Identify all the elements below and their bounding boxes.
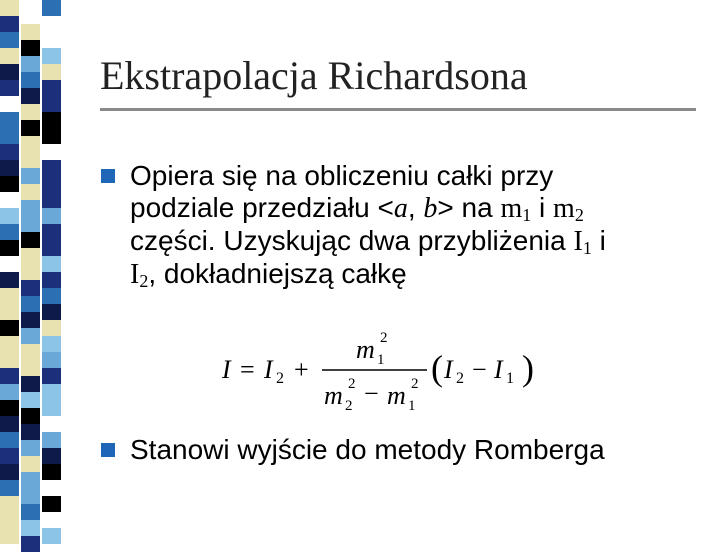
stripe-cell — [42, 144, 61, 160]
formula-den-minus: − — [364, 379, 379, 408]
stripe-cell — [21, 440, 40, 456]
stripe-cell — [42, 416, 61, 432]
stripe-cell — [0, 144, 19, 160]
stripe-cell — [42, 0, 61, 16]
stripe-cell — [21, 72, 40, 88]
stripe-cell — [42, 112, 61, 128]
stripe-cell — [42, 64, 61, 80]
stripe-cell — [42, 464, 61, 480]
stripe-cell — [42, 352, 61, 368]
stripe-cell — [0, 528, 19, 544]
stripe-cell — [42, 320, 61, 336]
formula-paren-I1: I — [494, 355, 503, 384]
stripe-cell — [0, 112, 19, 128]
stripe-cell — [21, 360, 40, 376]
stripe-cell — [0, 128, 19, 144]
formula-paren-I1-sub: 1 — [506, 370, 514, 387]
stripe-cell — [0, 192, 19, 208]
formula-den-m1-sub: 1 — [408, 398, 416, 414]
stripe-cell — [21, 152, 40, 168]
bullet-1-line-1: Opiera się na obliczeniu całki przy — [130, 160, 554, 191]
stripe-cell — [42, 432, 61, 448]
stripe-cell — [42, 240, 61, 256]
stripe-cell — [0, 272, 19, 288]
stripe-cell — [21, 312, 40, 328]
stripe-cell — [21, 88, 40, 104]
stripe-cell — [21, 520, 40, 536]
formula-lparen: ( — [431, 348, 443, 388]
formula-plus: + — [294, 355, 309, 384]
stripe-cell — [0, 16, 19, 32]
stripe-cell — [42, 368, 61, 384]
stripe-cell — [42, 496, 61, 512]
stripe-cell — [0, 512, 19, 528]
stripe-cell — [21, 56, 40, 72]
formula-num-sub: 1 — [377, 352, 385, 368]
formula-paren-I2: I — [444, 355, 453, 384]
stripe-cell — [42, 80, 61, 96]
stripe-cell — [0, 352, 19, 368]
stripe-cell — [21, 344, 40, 360]
formula-I: I — [222, 355, 231, 384]
stripe-cell — [21, 504, 40, 520]
stripe-cell — [21, 104, 40, 120]
stripe-cell — [0, 480, 19, 496]
stripe-cell — [0, 432, 19, 448]
formula-den-m2: m — [324, 381, 343, 410]
stripe-cell — [0, 176, 19, 192]
stripe-cell — [42, 16, 61, 32]
stripe-cell — [0, 368, 19, 384]
stripe-cell — [0, 224, 19, 240]
stripe-cell — [21, 408, 40, 424]
bullet-1-line-3: części. Uzyskując dwa przybliżenia $I_1$ i — [130, 225, 606, 258]
stripe-cell — [0, 32, 19, 48]
stripe-cell — [21, 232, 40, 248]
stripe-cell — [42, 48, 61, 64]
stripe-cell — [42, 128, 61, 144]
stripe-cell — [0, 80, 19, 96]
stripe-cell — [21, 296, 40, 312]
stripe-cell — [42, 480, 61, 496]
stripe-cell — [42, 448, 61, 464]
stripe-cell — [42, 224, 61, 240]
stripe-cell — [21, 280, 40, 296]
stripe-cell — [0, 464, 19, 480]
stripe-cell — [21, 328, 40, 344]
formula-paren-minus: − — [472, 355, 487, 384]
stripe-cell — [21, 120, 40, 136]
stripe-cell — [0, 240, 19, 256]
stripe-cell — [0, 208, 19, 224]
formula-den-m2-sup: 2 — [348, 376, 356, 392]
stripe-cell — [0, 416, 19, 432]
stripe-cell — [42, 304, 61, 320]
stripe-cell — [21, 40, 40, 56]
stripe-cell — [0, 288, 19, 304]
decorative-stripe — [0, 0, 67, 540]
bullet-1-line-4: $I_2$, dokładniejszą całkę — [130, 258, 407, 291]
stripe-cell — [0, 496, 19, 512]
stripe-cell — [21, 472, 40, 488]
stripe-cell — [0, 160, 19, 176]
stripe-cell — [0, 400, 19, 416]
stripe-cell — [42, 160, 61, 176]
stripe-cell — [42, 32, 61, 48]
stripe-cell — [42, 528, 61, 544]
bullet-1-line-2: podziale przedziału <a, b> na $m_1$ i $m_2$ — [130, 192, 584, 225]
stripe-cell — [21, 248, 40, 264]
formula-den-m1-sup: 2 — [411, 376, 419, 392]
stripe-cell — [0, 448, 19, 464]
stripe-cell — [42, 288, 61, 304]
stripe-cell — [42, 336, 61, 352]
stripe-cell — [21, 488, 40, 504]
bullet-1-text — [130, 160, 606, 291]
stripe-cell — [21, 184, 40, 200]
bullet-marker-2 — [101, 443, 115, 457]
stripe-cell — [21, 376, 40, 392]
stripe-cell — [42, 256, 61, 272]
stripe-cell — [21, 200, 40, 216]
stripe-cell — [21, 24, 40, 40]
title-divider — [100, 108, 696, 111]
stripe-cell — [21, 264, 40, 280]
stripe-cell — [0, 304, 19, 320]
formula-I2-letter: I — [264, 355, 273, 384]
stripe-cell — [0, 384, 19, 400]
formula-num-sup: 2 — [380, 330, 388, 346]
stripe-cell — [0, 0, 19, 16]
slide-title: Ekstrapolacja Richardsona — [100, 53, 528, 98]
stripe-cell — [42, 272, 61, 288]
stripe-cell — [42, 400, 61, 416]
formula-equals: = — [240, 355, 255, 384]
formula-num-m: m — [356, 335, 375, 364]
stripe-cell — [21, 216, 40, 232]
stripe-cell — [0, 256, 19, 272]
stripe-cell — [21, 136, 40, 152]
stripe-cell — [21, 8, 40, 24]
bullet-marker-1 — [101, 169, 115, 183]
formula-paren-I2-sub: 2 — [456, 370, 464, 387]
stripe-cell — [21, 536, 40, 552]
stripe-cell — [0, 320, 19, 336]
stripe-cell — [21, 392, 40, 408]
stripe-cell — [0, 64, 19, 80]
stripe-cell — [42, 512, 61, 528]
stripe-cell — [42, 96, 61, 112]
richardson-formula — [222, 328, 542, 414]
stripe-cell — [21, 456, 40, 472]
formula-den-m2-sub: 2 — [345, 398, 353, 414]
formula-rparen: ) — [522, 348, 534, 388]
stripe-cell — [0, 96, 19, 112]
formula-I2-sub: 2 — [276, 370, 284, 387]
stripe-cell — [0, 336, 19, 352]
stripe-cell — [42, 384, 61, 400]
stripe-cell — [42, 176, 61, 192]
stripe-cell — [0, 48, 19, 64]
stripe-cell — [42, 192, 61, 208]
stripe-cell — [42, 208, 61, 224]
bullet-2-text: Stanowi wyjście do metody Romberga — [130, 434, 605, 465]
stripe-cell — [21, 424, 40, 440]
stripe-cell — [21, 168, 40, 184]
formula-den-m1: m — [387, 381, 406, 410]
